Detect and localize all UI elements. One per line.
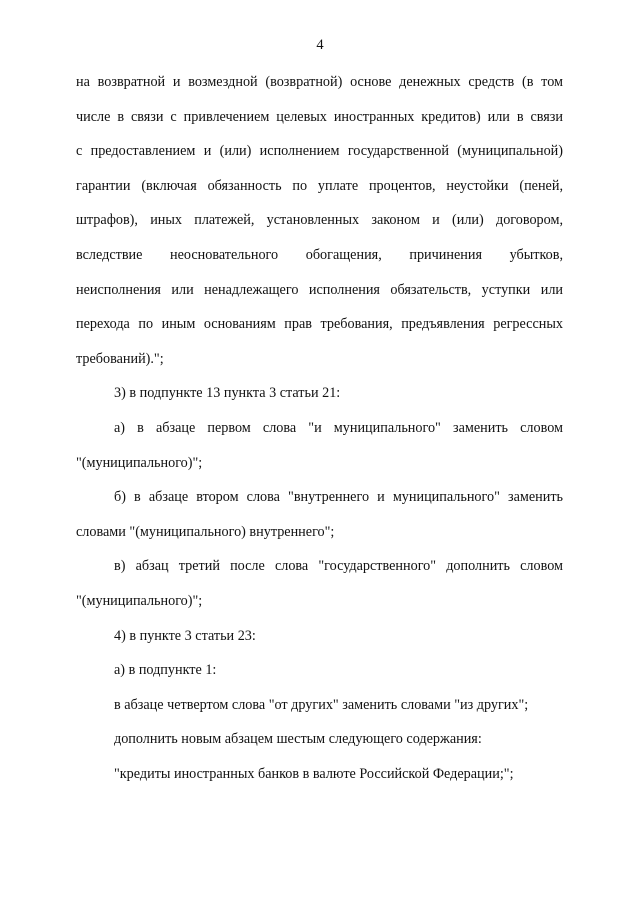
text-line: в абзаце четвертом слова "от других" заменить словами "из других"; bbox=[114, 696, 529, 713]
page-number: 4 bbox=[316, 37, 324, 53]
text-line: с предоставлением и (или) исполнением государственной (муниципальной) bbox=[76, 143, 563, 160]
text-line: словами "(муниципального) внутреннего"; bbox=[76, 523, 335, 540]
text-line: перехода по иным основаниям прав требования, предъявления регрессных bbox=[76, 316, 563, 333]
text-line: неисполнения или ненадлежащего исполнения обязательств, уступки или bbox=[76, 281, 563, 298]
subpoint-heading: 3) в подпункте 13 пункта 3 статьи 21: bbox=[114, 385, 341, 402]
text-line: требований)."; bbox=[76, 350, 164, 367]
text-line: дополнить новым абзацем шестым следующего содержания: bbox=[114, 731, 482, 748]
text-line: вследствие неосновательного обогащения, причинения убытков, bbox=[76, 246, 563, 263]
text-line: а) в абзаце первом слова "и муниципального" заменить словом bbox=[114, 419, 563, 436]
text-line: "кредиты иностранных банков в валюте Российской Федерации;"; bbox=[114, 765, 514, 782]
text-line: гарантии (включая обязанность по уплате процентов, неустойки (пеней, bbox=[76, 177, 563, 194]
text-line: на возвратной и возмездной (возвратной) основе денежных средств (в том bbox=[76, 74, 563, 90]
text-line: в) абзац третий после слова "государственного" дополнить словом bbox=[114, 558, 563, 575]
text-line: штрафов), иных платежей, установленных законом и (или) договором, bbox=[76, 212, 563, 229]
text-line: "(муниципального)"; bbox=[76, 454, 203, 471]
text-line: б) в абзаце втором слова "внутреннего и муниципального" заменить bbox=[114, 489, 563, 506]
text-line: а) в подпункте 1: bbox=[114, 662, 217, 679]
text-line: "(муниципального)"; bbox=[76, 592, 203, 609]
document-body bbox=[76, 72, 563, 798]
subpoint-heading: 4) в пункте 3 статьи 23: bbox=[114, 627, 256, 644]
text-line: числе в связи с привлечением целевых иностранных кредитов) или в связи bbox=[76, 108, 563, 125]
